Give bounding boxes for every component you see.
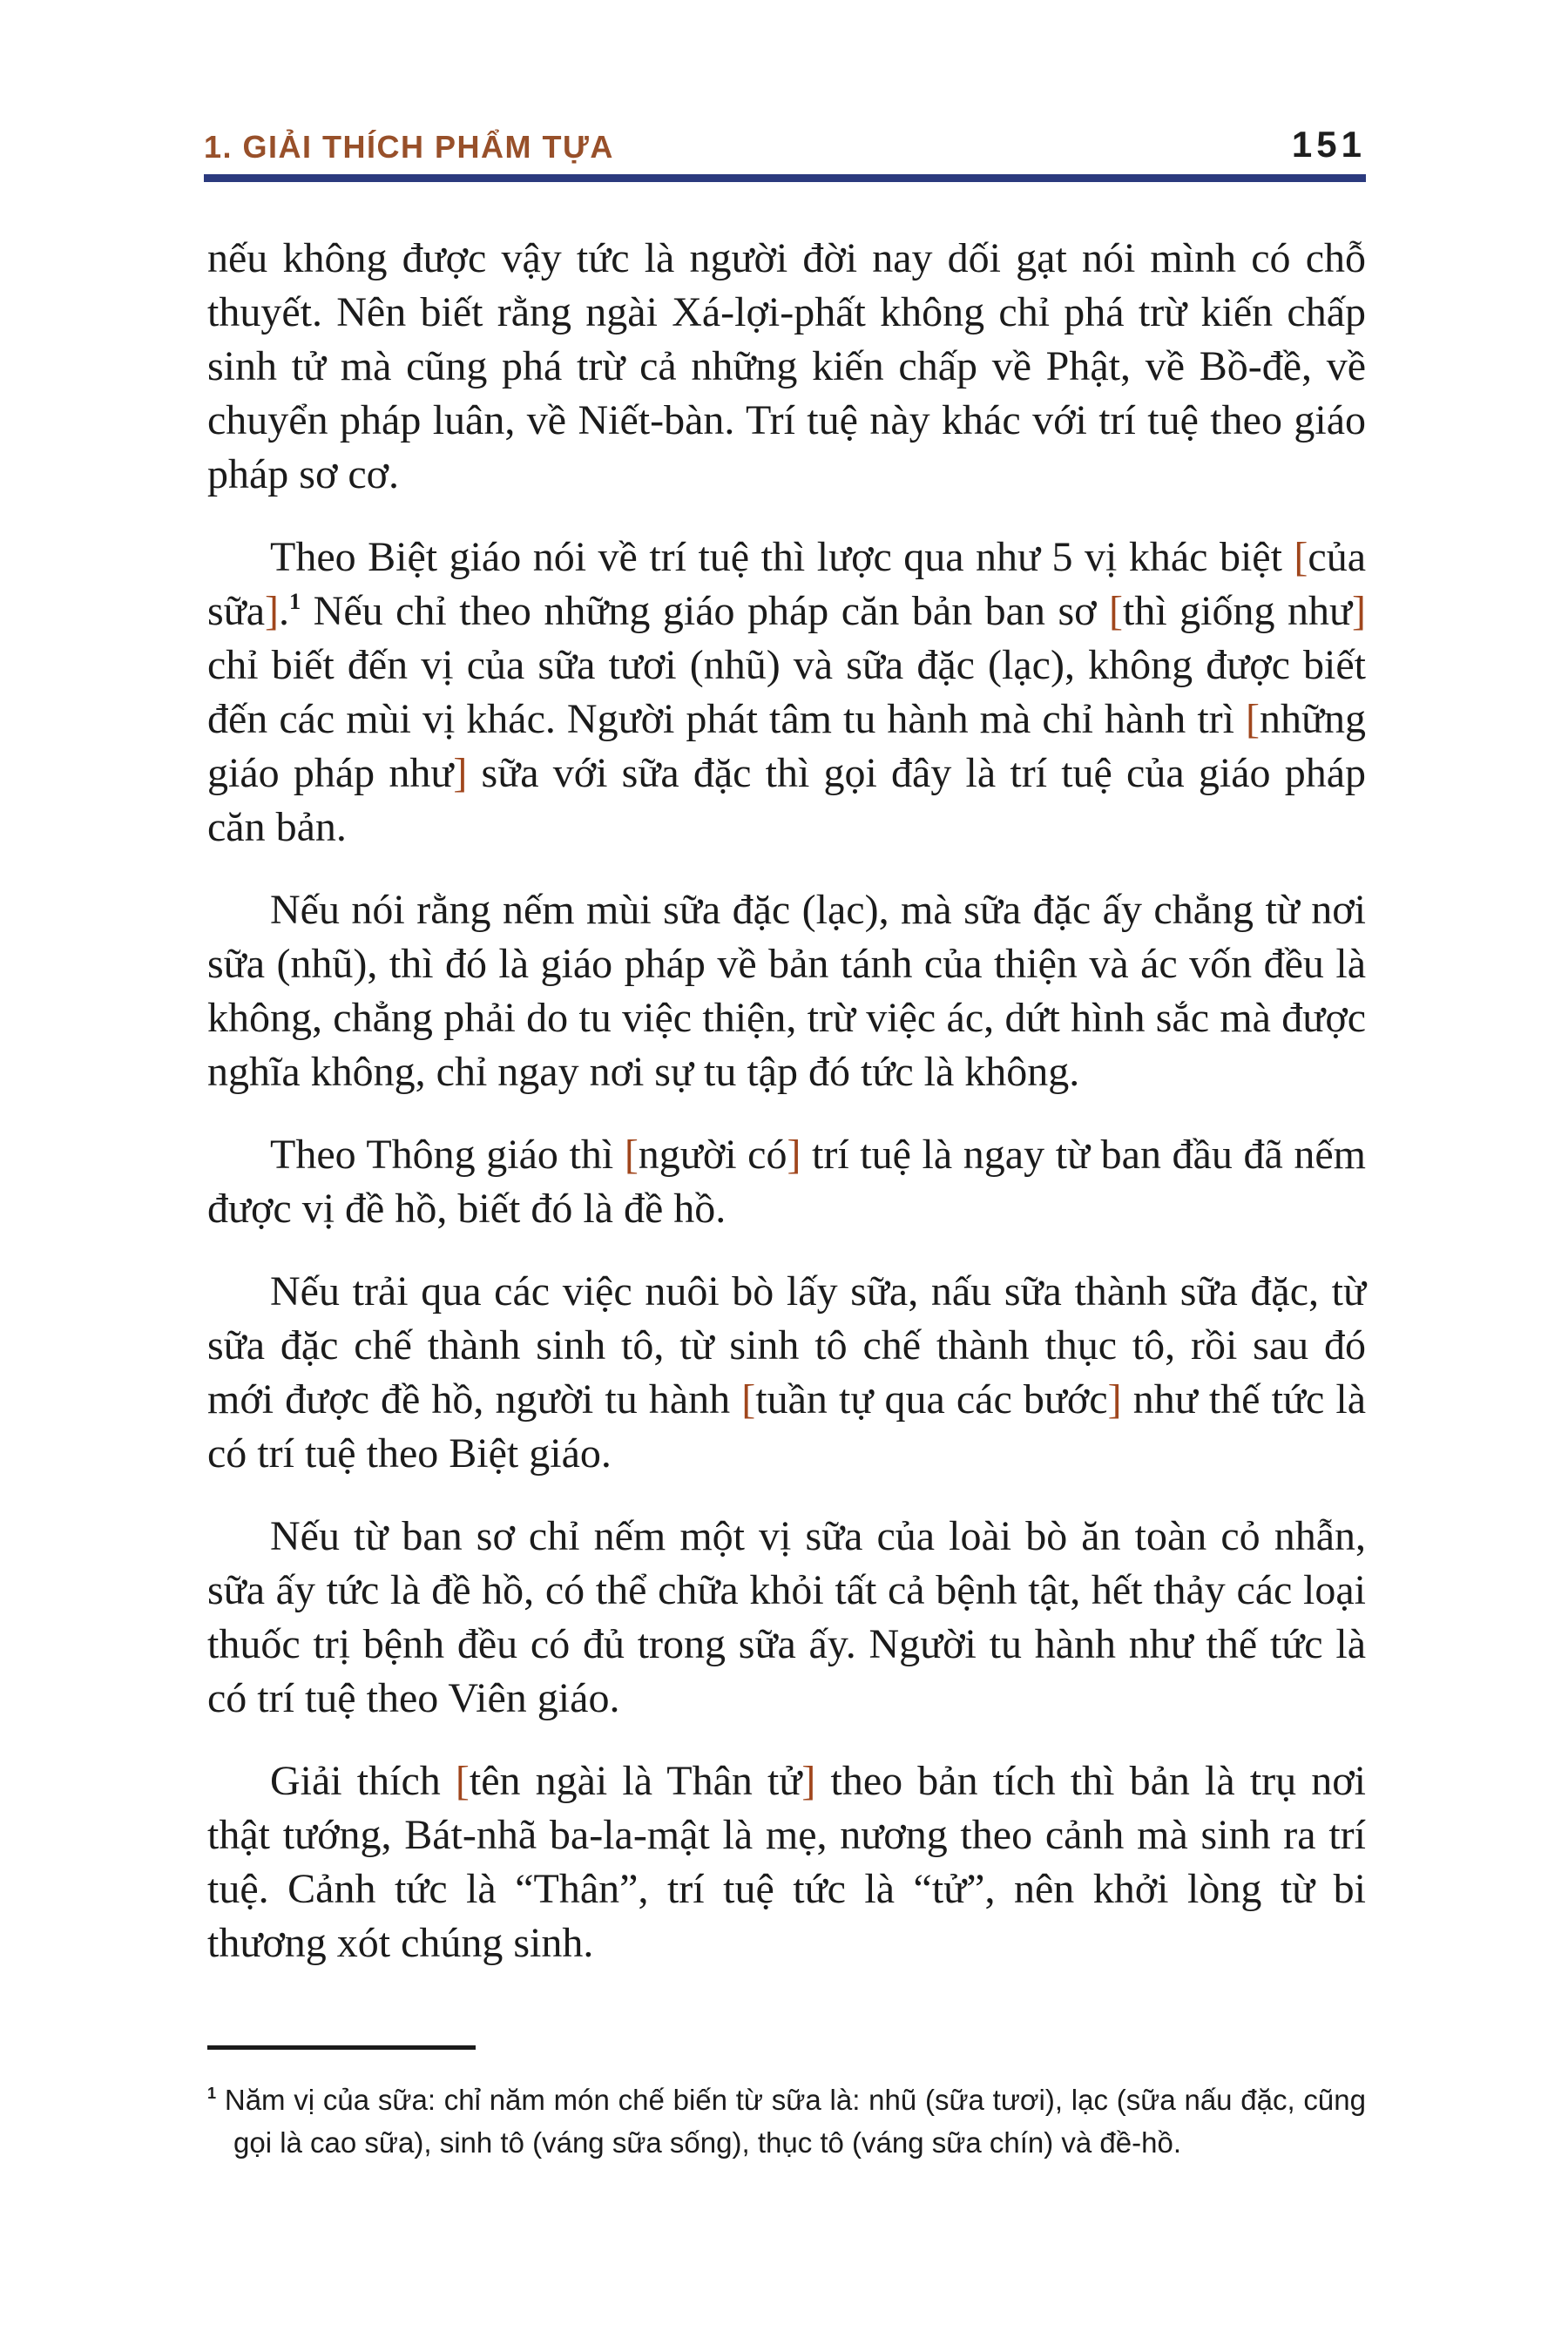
header-rule bbox=[204, 174, 1366, 182]
text-run: theo bản tích thì bản là trụ nơi thật tướng, Bát-nhã ba-la-mật là mẹ, nương theo cảnh mà sinh ra trí tuệ. Cảnh tức là “Thân”, trí tuệ tức là “tử”, nên khởi lòng từ bi thương xót chúng sinh. bbox=[207, 1758, 1366, 1966]
text-run: trí tuệ là ngay từ ban đầu đã nếm được vị đề hồ, biết đó là đề hồ. bbox=[207, 1132, 1367, 1232]
text-run: Nếu từ ban sơ chỉ nếm một vị sữa của loài bò ăn toàn cỏ nhẫn, sữa ấy tức là đề hồ, có thể chữa khỏi tất cả bệnh tật, hết thảy các loại thuốc trị bệnh đều có đủ trong sữa ấy. Người tu hành như thế tức là có trí tuệ theo Viên giáo. bbox=[207, 1513, 1366, 1721]
text-run: thì giống như bbox=[1123, 588, 1353, 634]
body-paragraph bbox=[207, 1510, 1366, 1726]
body-paragraph bbox=[207, 232, 1366, 502]
editorial-bracket: ] bbox=[787, 1132, 801, 1178]
text-run: Giải thích bbox=[270, 1758, 456, 1804]
editorial-bracket: ] bbox=[1107, 1376, 1122, 1423]
body-text bbox=[207, 232, 1366, 1970]
page-number: 151 bbox=[1291, 124, 1366, 165]
text-run: người có bbox=[638, 1132, 787, 1178]
text-run: Nếu trải qua các việc nuôi bò lấy sữa, nấu sữa thành sữa đặc, từ sữa đặc chế thành sinh tô, từ sinh tô chế thành thục tô, rồi sau đó mới được đề hồ, người tu hành bbox=[207, 1268, 1366, 1423]
editorial-bracket: ] bbox=[801, 1758, 816, 1804]
text-run: . bbox=[278, 588, 289, 634]
editorial-bracket: [ bbox=[624, 1132, 639, 1178]
footnote-block bbox=[207, 2045, 1366, 2193]
text-run: Nếu chỉ theo những giáo pháp căn bản ban sơ bbox=[301, 588, 1110, 634]
editorial-bracket: [ bbox=[1246, 696, 1260, 742]
running-header bbox=[204, 124, 1366, 166]
editorial-bracket: [ bbox=[1294, 534, 1308, 580]
text-run: Nếu nói rằng nếm mùi sữa đặc (lạc), mà sữa đặc ấy chẳng từ nơi sữa (nhũ), thì đó là giáo pháp về bản tánh của thiện và ác vốn đều là không, chẳng phải do tu việc thiện, trừ việc ác, dứt hình sắc mà được nghĩa không, chỉ ngay nơi sự tu tập đó tức là không. bbox=[207, 887, 1366, 1095]
footnote-rule bbox=[207, 2045, 476, 2050]
text-run: nếu không được vậy tức là người đời nay dối gạt nói mình có chỗ thuyết. Nên biết rằng ngài Xá-lợi-phất không chỉ phá trừ kiến chấp sinh tử mà cũng phá trừ cả những kiến chấp về Phật, về Bồ-đề, về chuyển pháp luân, về Niết-bàn. Trí tuệ này khác với trí tuệ theo giáo pháp sơ cơ. bbox=[207, 235, 1366, 497]
footnote-marker: 1 bbox=[207, 2085, 217, 2103]
text-run: như thế tức là có trí tuệ theo Biệt giáo. bbox=[207, 1376, 1367, 1477]
editorial-bracket: [ bbox=[741, 1376, 756, 1423]
body-paragraph bbox=[207, 1754, 1366, 1970]
text-run: của sữa bbox=[207, 534, 1366, 634]
text-run: tuần tự qua các bước bbox=[755, 1376, 1108, 1423]
editorial-bracket: [ bbox=[1109, 588, 1124, 634]
text-run: sữa với sữa đặc thì gọi đây là trí tuệ của giáo pháp căn bản. bbox=[207, 750, 1366, 850]
editorial-bracket: ] bbox=[453, 750, 468, 796]
text-run: những giáo pháp như bbox=[207, 696, 1366, 796]
text-run: Theo Thông giáo thì bbox=[270, 1132, 625, 1178]
editorial-bracket: ] bbox=[1352, 588, 1366, 634]
body-paragraph bbox=[207, 531, 1366, 855]
body-paragraph bbox=[207, 883, 1366, 1099]
text-run: Theo Biệt giáo nói về trí tuệ thì lược qua như 5 vị khác biệt bbox=[270, 534, 1294, 580]
footnote-marker: 1 bbox=[288, 587, 301, 614]
body-paragraph bbox=[207, 1265, 1366, 1481]
text-run: Năm vị của sữa: chỉ năm món chế biến từ sữa là: nhũ (sữa tươi), lạc (sữa nấu đặc, cũng gọi là cao sữa), sinh tô (váng sữa sống), thục tô (váng sữa chín) và đề-hồ. bbox=[216, 2084, 1366, 2159]
section-title: 1. GIẢI THÍCH PHẨM TỰA bbox=[204, 129, 614, 165]
editorial-bracket: [ bbox=[455, 1758, 470, 1804]
footnote-text bbox=[207, 2078, 1366, 2164]
text-run: chỉ biết đến vị của sữa tươi (nhũ) và sữa đặc (lạc), không được biết đến các mùi vị khác. Người phát tâm tu hành mà chỉ hành trì bbox=[207, 642, 1366, 742]
body-paragraph bbox=[207, 1128, 1366, 1236]
editorial-bracket: ] bbox=[265, 588, 279, 634]
text-run: tên ngài là Thân tử bbox=[469, 1758, 802, 1804]
